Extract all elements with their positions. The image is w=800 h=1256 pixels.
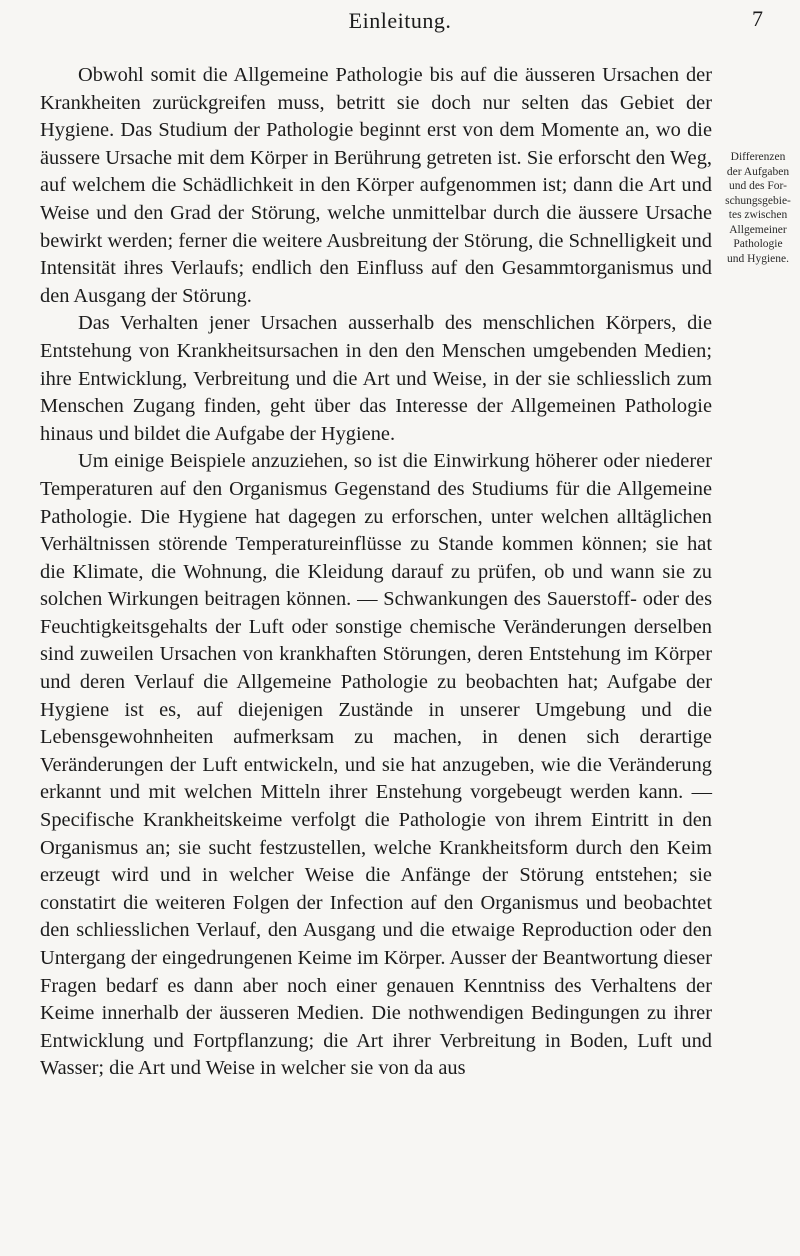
margin-note-line: Pathologie [733,238,783,250]
running-title: Einleitung. [348,8,452,33]
margin-note-line: Allgemeiner [729,223,787,236]
margin-note-line: und des For- [729,180,787,192]
margin-note-line: schungsgebie- [725,194,791,207]
margin-note [716,150,800,266]
margin-note-line: der Aufgaben [726,165,790,178]
page-number: 7 [752,6,763,31]
margin-note-line: Differenzen [730,151,786,163]
body-text [40,62,712,1083]
paragraph: Obwohl somit die Allgemeine Pathologie bis auf die äusseren Ursachen der Krankheiten zurückgreifen muss, betritt sie doch nur selten das Gebiet der Hygiene. Das Studium der Pathologie beginnt erst von dem Momente an, wo die äussere Ursache mit dem Körper in Berührung getreten ist. Sie erforscht den Weg, auf welchem die Schädlichkeit in den Körper aufgenommen ist; dann die Art und Weise und den Grad der Störung, welche unmittelbar durch die äussere Ursache bewirkt werden; ferner die weitere Ausbreitung der Störung, die Schnelligkeit und Intensität ihres Verlaufs; endlich den Einfluss auf den Gesammtorganismus und den Ausgang der Störung. [40,64,712,307]
paragraph: Um einige Beispiele anzuziehen, so ist die Einwirkung höherer oder niederer Temperaturen auf den Organismus Gegenstand des Studiums für die Allgemeine Pathologie. Die Hygiene hat dagegen zu erforschen, unter welchen alltäglichen Verhältnissen störende Temperatureinflüsse zu Stande kommen können; sie hat die Klimate, die Wohnung, die Kleidung darauf zu prüfen, ob und wann sie zu solchen Wirkungen beitragen können. — Schwankungen des Sauerstoff- oder des Feuchtigkeitsgehalts der Luft oder sonstige chemische Veränderungen derselben sind zuweilen Ursachen von krankhaften Störungen, deren Entstehung im Körper und deren Verlauf die Allgemeine Pathologie zu beobachten hat; Aufgabe der Hygiene ist es, auf diejenigen Zustände in unserer Umgebung und die Lebensgewohnheiten aufmerksam zu machen, in denen sich derartige Veränderungen der Luft entwickeln, und sie hat anzugeben, wie die Veränderung erkannt und mit welchen Mitteln ihrer Enstehung vorgebeugt werden kann. — Specifische Krankheitskeime verfolgt die Pathologie von ihrem Eintritt in den Organismus an; sie sucht festzustellen, welche Krankheitsform durch den Keim erzeugt wird und in welcher Weise die Anfänge der Störung entstehen; sie constatirt die weiteren Folgen der Infection auf den Organismus und beobachtet den schliesslichen Verlauf, den Ausgang und die etwaige Reproduction oder den Untergang der eingedrungenen Keime im Körper. Ausser der Beantwortung dieser Fragen bedarf es dann aber noch einer genauen Kenntniss des Verhaltens der Keime innerhalb der äusseren Medien. Die nothwendigen Bedingungen zu ihrer Entwicklung und Fortpflanzung; die Art ihrer Verbreitung in Boden, Luft und Wasser; die Art und Weise in welcher sie von da aus [40,450,712,1080]
margin-note-line: und Hygiene. [727,252,789,265]
paragraph: Das Verhalten jener Ursachen ausserhalb des menschlichen Körpers, die Entstehung von Krankheitsursachen in den den Menschen umgebenden Medien; ihre Entwicklung, Verbreitung und die Art und Weise, in der sie schliesslich zum Menschen Zugang finden, geht über das Interesse der Allgemeinen Pathologie hinaus und bildet die Aufgabe der Hygiene. [40,312,712,445]
margin-note-line: tes zwischen [728,209,788,221]
